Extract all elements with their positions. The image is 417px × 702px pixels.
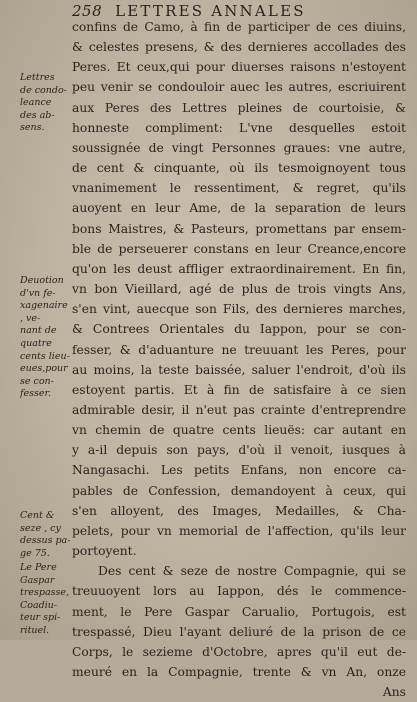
margin-line: Cent &: [20, 510, 55, 521]
text-line: estoyent partis. Et à fin de satisfaire à ce sien: [72, 382, 406, 397]
text-line: ment, le Pere Gaspar Carualio, Portugois, est: [72, 604, 406, 619]
margin-line: ge 75.: [20, 547, 50, 559]
margin-note-condolence: [20, 72, 72, 135]
margin-line: leance: [20, 97, 52, 109]
text-line: s'en alloyent, des Images, Medailles, & Cha-: [72, 503, 406, 518]
text-line: treuuoyent lors au Iappon, dés le commence-: [72, 584, 406, 599]
text-line: confins de Camo, à fin de participer de ces diuins,: [72, 20, 406, 34]
page-number: 258: [72, 2, 103, 20]
running-title: LETTRES ANNALES: [115, 2, 306, 20]
margin-line: fesser.: [20, 388, 52, 400]
text-line: auoyent en leur Ame, de la separation de leurs: [72, 201, 406, 216]
text-line: fesser, & d'aduanture ne treuuant les Peres, pour: [72, 342, 406, 357]
margin-note-pere-gaspar: [20, 562, 72, 638]
margin-line: Deuotion: [20, 275, 64, 286]
text-line: au moins, la teste baissée, saluer l'endroit, d'où ils: [72, 362, 406, 377]
margin-line: des ab-: [20, 109, 55, 121]
margin-line: Le Pere: [20, 562, 57, 573]
text-line: & Contrees Orientales du Iappon, pour se con-: [72, 322, 406, 337]
margin-line: cents lieu-: [20, 350, 70, 362]
text-line: & celestes presens, & des dernieres accollades des: [72, 40, 406, 55]
margin-line: sens.: [20, 122, 45, 134]
text-line: pelets, pour vn memorial de l'affection, qu'ils leur: [72, 523, 406, 538]
text-line: meuré en la Compagnie, trente & vn An, onze: [72, 665, 406, 679]
text-line: vn chemin de quatre cents lieuës: car autant en: [72, 423, 406, 438]
text-line: s'en vint, auecque son Fils, des dernieres marches,: [72, 302, 406, 317]
margin-line: teur spi-: [20, 612, 61, 624]
body-text: [72, 17, 406, 702]
text-line: soussignée de vingt Personnes graues: vne autre,: [72, 140, 406, 155]
margin-line: rituel.: [20, 624, 50, 636]
text-line: honneste compliment: L'vne desquelles estoit: [72, 120, 406, 135]
text-line: admirable desir, il n'eut pas crainte d'entreprendre: [72, 402, 406, 417]
margin-line: se con-: [20, 375, 54, 387]
text-line: y a-il depuis son pays, d'où il venoit, iusques à: [72, 443, 406, 458]
margin-line: nant de: [20, 325, 57, 337]
text-line: aux Peres des Lettres pleines de courtoisie, &: [72, 100, 406, 115]
text-line: de cent & cinquante, où ils tesmoignoyent tous: [72, 161, 406, 176]
margin-line: dessus pa-: [20, 535, 71, 547]
text-line: pables de Confession, demandoyent à ceux, qui: [72, 483, 406, 498]
margin-line: de condo-: [20, 84, 67, 96]
text-line: vnanimement le ressentiment, & regret, qu'ils: [72, 181, 406, 196]
text-line: Des cent & seze de nostre Compagnie, qui se: [98, 564, 406, 579]
margin-line: Lettres: [20, 72, 55, 83]
margin-line: seze , cy: [20, 522, 61, 534]
margin-line: xagenaire: [20, 300, 68, 312]
margin-note-cross-reference: [20, 510, 72, 560]
margin-line: quatre: [20, 337, 52, 349]
text-line: trespassé, Dieu l'ayant deliuré de la prison de ce: [72, 624, 406, 639]
margin-line: , ve-: [20, 312, 41, 324]
margin-line: eues,pour: [20, 363, 68, 375]
catchword: Ans: [382, 685, 406, 700]
text-line: Peres. Et ceux,qui pour diuerses raisons n'estoyent: [72, 60, 406, 75]
text-line: Corps, le sezieme d'Octobre, apres qu'il eut de-: [72, 644, 406, 659]
text-line: bons Maistres, & Pasteurs, promettans par ensem-: [72, 221, 406, 236]
margin-line: Gaspar: [20, 574, 55, 586]
margin-line: d'vn fe-: [20, 287, 56, 299]
text-line: ble de perseuerer constans en leur Creance,encore: [72, 241, 406, 256]
text-line: peu venir se condouloir auec les autres, escriuirent: [72, 80, 406, 95]
margin-note-devotion: [20, 275, 72, 401]
margin-line: Coadiu-: [20, 599, 58, 611]
text-line: vn bon Vieillard, agé de plus de trois vingts Ans,: [72, 282, 406, 297]
text-line: portoyent.: [72, 544, 137, 559]
margin-line: trespasse,: [20, 587, 69, 599]
text-line: Nangasachi. Les petits Enfans, non encore ca-: [72, 463, 406, 478]
text-line: qu'on les deust affliger extraordinairement. En fin,: [72, 261, 406, 276]
